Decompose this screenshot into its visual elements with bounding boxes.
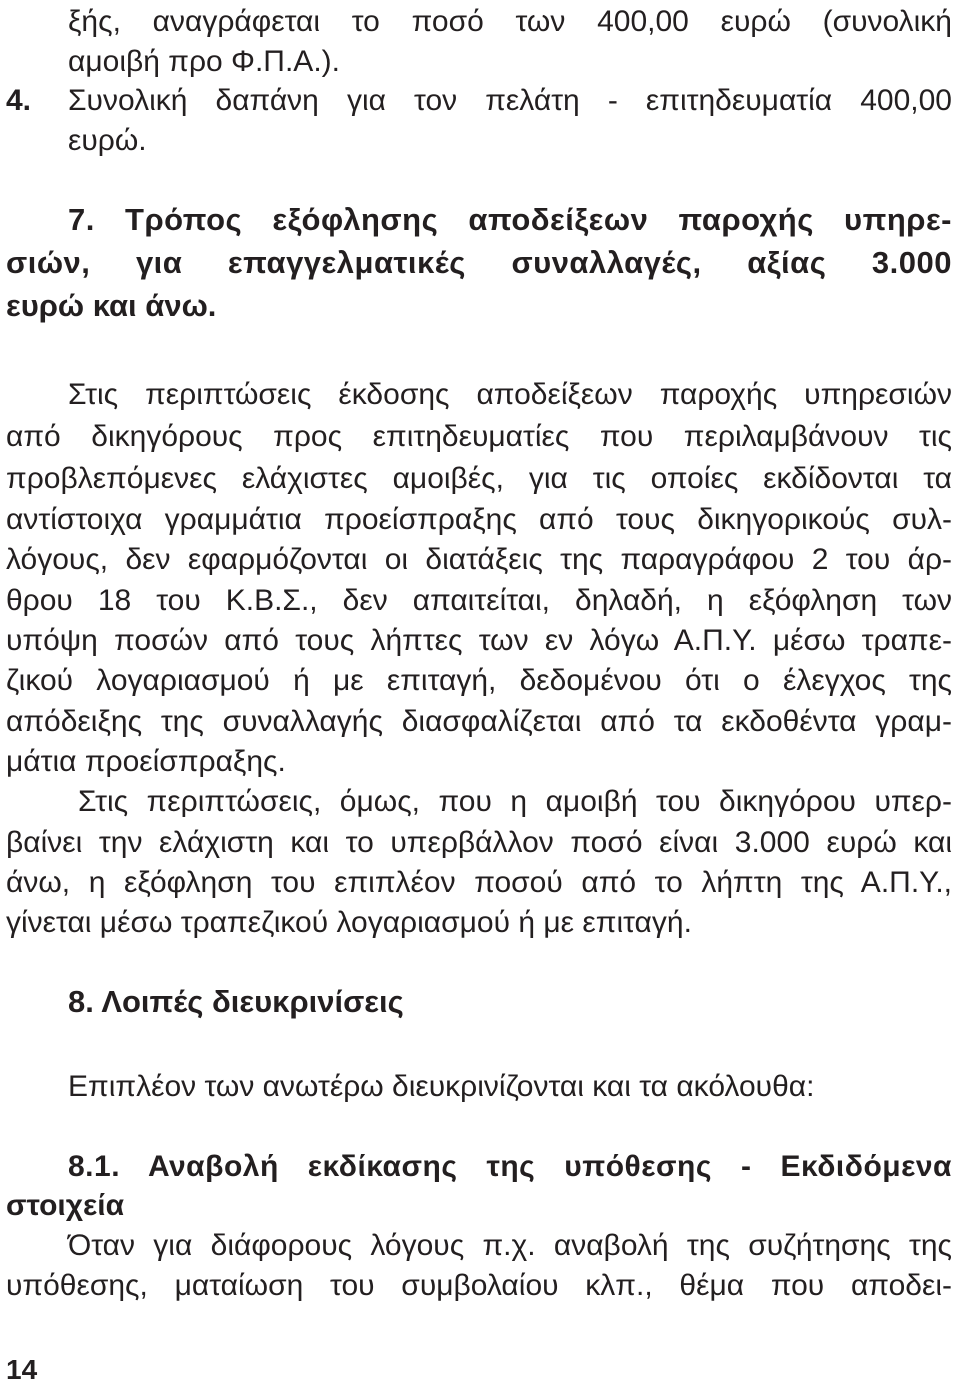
paragraph-1-line: λόγους, δεν εφαρμόζονται οι διατάξεις της παραγράφου 2 του άρ- [6, 543, 952, 576]
paragraph-1-line: Στις περιπτώσεις έκδοσης αποδείξεων παροχής υπηρεσιών [68, 378, 952, 411]
paragraph-2-line: άνω, η εξόφληση του επιπλέον ποσού από το λήπτη της Α.Π.Υ., [6, 866, 952, 899]
item-4-line-1: Συνολική δαπάνη για τον πελάτη - επιτηδευματία 400,00 [68, 84, 952, 117]
paragraph-1-line: απόδειξης της συναλλαγής διασφαλίζεται από τα εκδοθέντα γραμ- [6, 705, 952, 738]
intro-line-2: αμοιβή προ Φ.Π.Α.). [68, 45, 340, 78]
section-8-intro: Επιπλέον των ανωτέρω διευκρινίζονται και τα ακόλουθα: [68, 1070, 815, 1103]
section-8-1-body-line-2: υπόθεσης, ματαίωση του συμβολαίου κλπ., θέμα που αποδει- [6, 1269, 952, 1302]
item-4-number: 4. [6, 84, 32, 117]
paragraph-1-line: θρου 18 του Κ.Β.Σ., δεν απαιτείται, δηλαδή, η εξόφληση των [6, 584, 952, 617]
item-4-line-2: ευρώ. [68, 124, 147, 157]
paragraph-1-line: από δικηγόρους προς επιτηδευματίες που περιλαμβάνουν τις [6, 420, 952, 453]
section-8-1-body-line-1: Όταν για διάφορους λόγους π.χ. αναβολή της συζήτησης της [68, 1229, 952, 1262]
section-7-heading-line-1: 7. Τρόπος εξόφλησης αποδείξεων παροχής υπηρε- [68, 202, 952, 237]
section-7-heading-line-2: σιών, για επαγγελματικές συναλλαγές, αξίας 3.000 [6, 245, 952, 280]
paragraph-1-line: προβλεπόμενες ελάχιστες αμοιβές, για τις οποίες εκδίδονται τα [6, 462, 952, 495]
page-number: 14 [6, 1354, 38, 1385]
paragraph-1-line: αντίστοιχα γραμμάτια προείσπραξης από τους δικηγορικούς συλ- [6, 503, 952, 536]
paragraph-2-line: Στις περιπτώσεις, όμως, που η αμοιβή του δικηγόρου υπερ- [78, 785, 952, 818]
paragraph-2-line: βαίνει την ελάχιστη και το υπερβάλλον ποσό είναι 3.000 ευρώ και [6, 826, 952, 859]
paragraph-1-line: μάτια προείσπραξης. [6, 745, 286, 778]
paragraph-1-line: ζικού λογαριασμού ή με επιταγή, δεδομένου ότι ο έλεγχος της [6, 664, 952, 697]
section-7-heading-line-3: ευρώ και άνω. [6, 288, 217, 323]
paragraph-2-line: γίνεται μέσω τραπεζικού λογαριασμού ή με επιταγή. [6, 906, 692, 939]
section-8-1-heading-line-2: στοιχεία [6, 1189, 125, 1222]
paragraph-1-line: υπόψη ποσών από τους λήπτες των εν λόγω Α.Π.Υ. μέσω τραπε- [6, 624, 952, 657]
intro-line-1: ξής, αναγράφεται το ποσό των 400,00 ευρώ (συνολική [68, 5, 952, 38]
section-8-heading: 8. Λοιπές διευκρινίσεις [68, 984, 404, 1019]
section-8-1-heading-line-1: 8.1. Αναβολή εκδίκασης της υπόθεσης - Εκδιδόμενα [68, 1150, 952, 1183]
